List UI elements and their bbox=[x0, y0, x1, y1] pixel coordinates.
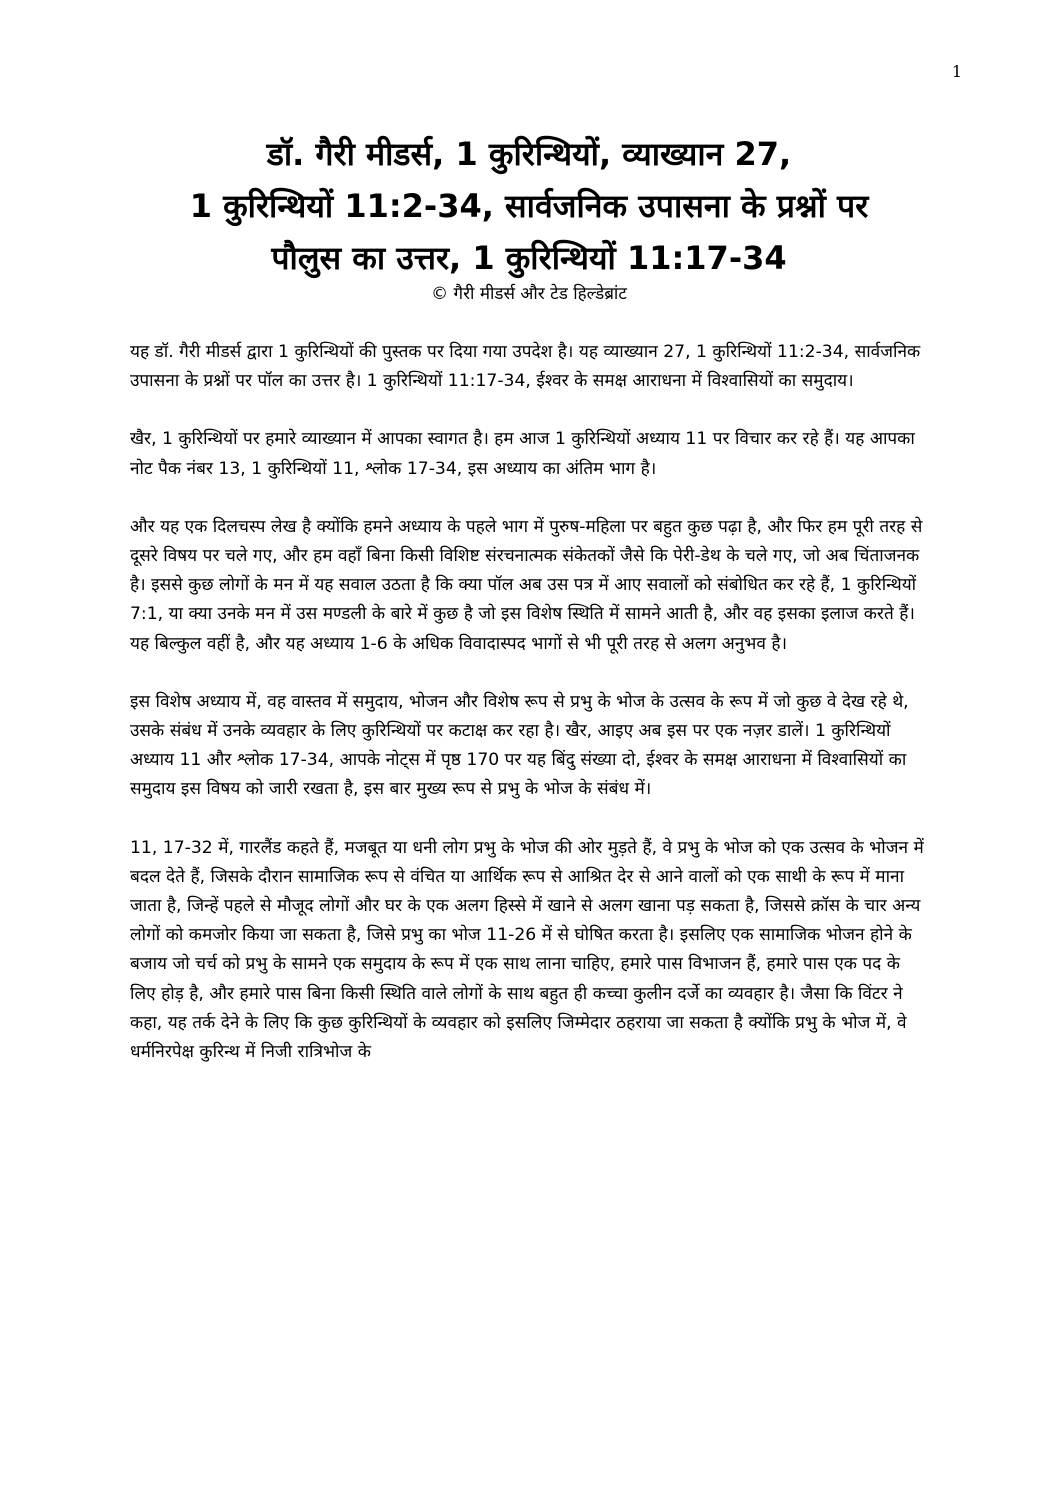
body-text bbox=[130, 338, 930, 1096]
title-line-2: 1 कुरिन्थियों 11:2-34, सार्वजनिक उपासना के प्रश्नों पर bbox=[189, 187, 869, 225]
title-line-1: डॉ. गैरी मीडर्स, 1 कुरिन्थियों, व्याख्यान 27, bbox=[266, 135, 792, 173]
copyright-line: © गैरी मीडर्स और टेड हिल्डेब्रांट bbox=[431, 284, 627, 304]
paragraph-intro: यह डॉ. गैरी मीडर्स द्वारा 1 कुरिन्थियों की पुस्तक पर दिया गया उपदेश है। यह व्याख्यान 27, 1 कुरिन्थियों 11:2-34, सार्वजनिक उपासना के प्रश्नों पर पॉल का उत्तर है। 1 कुरिन्थियों 11:17-34, ईश्वर के समक्ष आराधना में विश्वासियों का समुदाय। bbox=[130, 342, 921, 392]
title-line-3: पौलुस का उत्तर, 1 कुरिन्थियों 11:17-34 bbox=[271, 239, 787, 277]
page-number: 1 bbox=[951, 62, 962, 81]
paragraph-garland: 11, 17-32 में, गारलैंड कहते हैं, मजबूत या धनी लोग प्रभु के भोज की ओर मुड़ते हैं, वे प्रभु के भोज को एक उत्सव के भोजन में बदल देते हैं, जिसके दौरान सामाजिक रूप से वंचित या आर्थिक रूप से आश्रित देर से आने वालों को एक साथी के रूप में माना जाता है, जिन्हें पहले से मौजूद लोगों और घर के एक अलग हिस्से में खाने से अलग खाना पड़ सकता है, जिससे क्रॉस के चार अन्य लोगों को कमजोर किया जा सकता है, जिसे प्रभु का भोज 11-26 में से घोषित करता है। इसलिए एक सामाजिक भोजन होने के बजाय जो चर्च को प्रभु के सामने एक समुदाय के रूप में एक साथ लाना चाहिए, हमारे पास विभाजन हैं, हमारे पास एक पद के लिए होड़ है, और हमारे पास बिना किसी स्थिति वाले लोगों के साथ बहुत ही कच्चा कुलीन दर्जे का व्यवहार है। जैसा कि विंटर ने कहा, यह तर्क देने के लिए कि कुछ कुरिन्थियों के व्यवहार को इसलिए जिम्मेदार ठहराया जा सकता है क्योंकि प्रभु के भोज में, वे धर्मनिरपेक्ष कुरिन्थ में निजी रात्रिभोज के bbox=[130, 837, 924, 1063]
paragraph-interesting: और यह एक दिलचस्प लेख है क्योंकि हमने अध्याय के पहले भाग में पुरुष-महिला पर बहुत कुछ पढ़ा है, और फिर हम पूरी तरह से दूसरे विषय पर चले गए, और हम वहाँ बिना किसी विशिष्ट संरचनात्मक संकेतकों जैसे कि पेरी-डेथ के चले गए, जो अब चिंताजनक है। इससे कुछ लोगों के मन में यह सवाल उठता है कि क्या पॉल अब उस पत्र में आए सवालों को संबोधित कर रहे हैं, 1 कुरिन्थियों 7:1, या क्या उनके मन में उस मण्डली के बारे में कुछ है जो इस विशेष स्थिति में सामने आती है, और वह इसका इलाज करते हैं। यह बिल्कुल वहीं है, और यह अध्याय 1-6 के अधिक विवादास्पद भागों से भी पूरी तरह से अलग अनुभव है। bbox=[130, 516, 923, 654]
document-title bbox=[100, 128, 958, 306]
paragraph-welcome: खैर, 1 कुरिन्थियों पर हमारे व्याख्यान में आपका स्वागत है। हम आज 1 कुरिन्थियों अध्याय 11 पर विचार कर रहे हैं। यह आपका नोट पैक नंबर 13, 1 कुरिन्थियों 11, श्लोक 17-34, इस अध्याय का अंतिम भाग है। bbox=[130, 429, 915, 479]
paragraph-chapter: इस विशेष अध्याय में, वह वास्तव में समुदाय, भोजन और विशेष रूप से प्रभु के भोज के उत्सव के रूप में जो कुछ वे देख रहे थे, उसके संबंध में उनके व्यवहार के लिए कुरिन्थियों पर कटाक्ष कर रहा है। खैर, आइए अब इस पर एक नज़र डालें। 1 कुरिन्थियों अध्याय 11 और श्लोक 17-34, आपके नोट्स में पृष्ठ 170 पर यह बिंदु संख्या दो, ईश्वर के समक्ष आराधना में विश्वासियों का समुदाय इस विषय को जारी रखता है, इस बार मुख्य रूप से प्रभु के भोज के संबंध में। bbox=[130, 691, 909, 800]
